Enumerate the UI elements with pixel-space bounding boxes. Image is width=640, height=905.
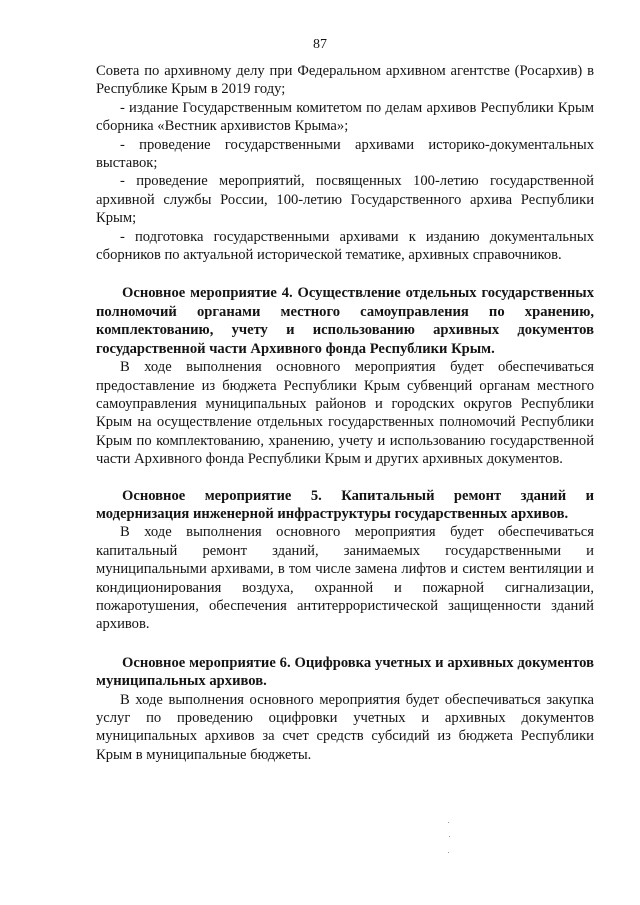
- scan-marks: [448, 822, 450, 862]
- paragraph-measure-5: В ходе выполнения основного мероприятия будет обеспечиваться капитальный ремонт зданий, занимаемых государственными и муниципальными архивами, в том числе замена лифтов и систем вентиляции и кондиционирования воздуха, охранной и пожарной сигнализации, пожаротушения, обеспечения антитеррористической защищенности зданий архивов.: [96, 524, 594, 633]
- paragraph-measure-6: В ходе выполнения основного мероприятия будет обеспечиваться закупка услуг по проведению оцифровки учетных и архивных документов муниципальных архивов за счет средств субсидий из бюджета Республики Крым в муниципальные бюджеты.: [96, 691, 594, 763]
- list-item-anniversaries: - проведение мероприятий, посвященных 100-летию государственной архивной службы России, 100-летию Государственного архива Республики Крым;: [96, 173, 594, 227]
- heading-measure-6: Основное мероприятие 6. Оцифровка учетных и архивных документов муниципальных архивов.: [96, 654, 594, 690]
- paragraph-archive-council: Совета по архивному делу при Федеральном архивном агентстве (Росархив) в Республике Крым в 2019 году;: [96, 63, 594, 98]
- heading-measure-4: Основное мероприятие 4. Осуществление отдельных государственных полномочий органами местного самоуправления по хранению, комплектованию, учету и использованию архивных документов государственной части Архивного фонда Республики Крым.: [96, 285, 594, 357]
- list-item-exhibitions: - проведение государственными архивами историко-документальных выставок;: [96, 136, 594, 172]
- paragraph-measure-4: В ходе выполнения основного мероприятия будет обеспечиваться предоставление из бюджета Республики Крым субвенций органам местного самоуправления муниципальных районов и городских округов Республики Крым на осуществление отдельных государственных полномочий Республики Крым по комплектованию, хранению, учету и использованию государственной части Архивного фонда Республики Крым и других архивных документов.: [96, 359, 594, 468]
- heading-measure-5: Основное мероприятие 5. Капитальный ремонт зданий и модернизация инженерной инфраструктуры государственных архивов.: [96, 487, 594, 522]
- page-number: 87: [313, 37, 327, 52]
- document-body: [96, 62, 594, 764]
- list-item-bulletin: - издание Государственным комитетом по делам архивов Республики Крым сборника «Вестник архивистов Крыма»;: [96, 99, 594, 135]
- list-item-publications: - подготовка государственными архивами к изданию документальных сборников по актуальной исторической тематике, архивных справочников.: [96, 228, 594, 264]
